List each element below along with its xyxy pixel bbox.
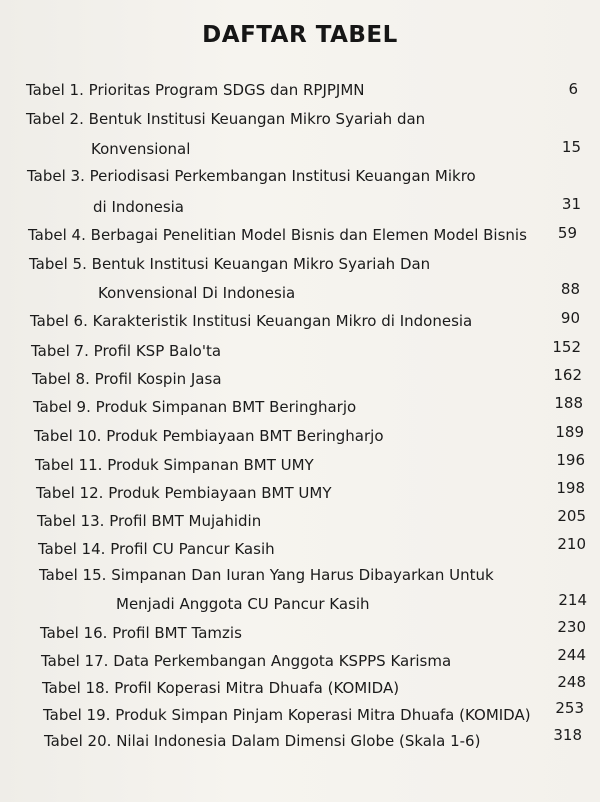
table-label: Tabel 17.	[41, 652, 109, 670]
table-title: Profil Koperasi Mitra Dhuafa (KOMIDA)	[114, 679, 400, 697]
page-number: 88	[560, 280, 580, 298]
table-title: Nilai Indonesia Dalam Dimensi Globe (Skala 1-6)	[116, 732, 481, 750]
table-label: Tabel 2.	[26, 110, 84, 128]
table-title-continuation: Konvensional Di Indonesia	[98, 284, 296, 302]
table-label: Tabel 10.	[34, 427, 102, 445]
page-number: 244	[557, 646, 586, 664]
table-title-continuation: Konvensional	[91, 140, 191, 158]
page-number: 188	[554, 394, 583, 412]
toc-entry	[36, 483, 332, 503]
toc-entry	[28, 225, 527, 245]
table-label: Tabel 5.	[29, 255, 87, 273]
table-label: Tabel 18.	[42, 679, 110, 697]
toc-entry	[40, 623, 242, 643]
table-title-continuation: Menjadi Anggota CU Pancur Kasih	[116, 595, 370, 613]
page-number: 253	[555, 699, 584, 717]
toc-entry	[29, 254, 430, 274]
table-label: Tabel 11.	[35, 456, 103, 474]
toc-entry	[43, 705, 531, 725]
page-number: 318	[553, 726, 582, 744]
page-number: 90	[560, 309, 580, 327]
page-number: 198	[556, 479, 585, 497]
table-label: Tabel 3.	[27, 167, 85, 185]
toc-entry	[26, 80, 365, 100]
page-number: 230	[557, 618, 586, 636]
page-number: 214	[558, 591, 587, 609]
toc-entry	[39, 565, 494, 585]
toc-entry	[44, 731, 480, 751]
toc-entry	[34, 426, 384, 446]
table-label: Tabel 12.	[36, 484, 104, 502]
table-label: Tabel 15.	[39, 566, 107, 584]
table-title: Produk Pembiayaan BMT UMY	[108, 484, 332, 502]
toc-entry	[33, 397, 356, 417]
toc-entry	[41, 651, 451, 671]
table-label: Tabel 19.	[43, 706, 111, 724]
page-number: 205	[557, 507, 586, 525]
table-title: Profil BMT Mujahidin	[109, 512, 262, 530]
table-title: Profil CU Pancur Kasih	[110, 540, 275, 558]
table-title: Periodisasi Perkembangan Institusi Keuangan Mikro	[89, 167, 476, 185]
table-title: Produk Pembiayaan BMT Beringharjo	[106, 427, 384, 445]
page-number: 6	[568, 80, 578, 98]
table-label: Tabel 4.	[28, 226, 86, 244]
table-title: Produk Simpanan BMT Beringharjo	[95, 398, 357, 416]
table-title: Profil BMT Tamzis	[112, 624, 242, 642]
table-label: Tabel 1.	[26, 81, 84, 99]
toc-entry	[27, 166, 476, 186]
toc-entry	[30, 311, 472, 331]
page-number: 189	[555, 423, 584, 441]
page-number: 31	[561, 195, 581, 213]
page-number: 196	[556, 451, 585, 469]
toc-entry	[31, 341, 221, 361]
table-title: Produk Simpanan BMT UMY	[107, 456, 314, 474]
table-title-continuation: di Indonesia	[93, 198, 184, 216]
table-label: Tabel 13.	[37, 512, 105, 530]
table-title: Profil Kospin Jasa	[94, 370, 222, 388]
table-label: Tabel 16.	[40, 624, 108, 642]
page-number: 152	[552, 338, 581, 356]
toc-entry	[35, 455, 314, 475]
page-number: 15	[561, 138, 581, 156]
table-title: Profil KSP Balo'ta	[93, 342, 222, 360]
toc-entry	[26, 109, 425, 129]
table-label: Tabel 14.	[38, 540, 106, 558]
toc-entry	[38, 539, 275, 559]
table-title: Berbagai Penelitian Model Bisnis dan Elemen Model Bisnis	[90, 226, 527, 244]
table-title: Bentuk Institusi Keuangan Mikro Syariah Dan	[91, 255, 431, 273]
table-title: Data Perkembangan Anggota KSPPS Karisma	[113, 652, 452, 670]
page-number: 210	[557, 535, 586, 553]
table-title: Prioritas Program SDGS dan RPJPJMN	[88, 81, 365, 99]
toc-entry	[37, 511, 261, 531]
table-label: Tabel 8.	[32, 370, 90, 388]
page-number: 59	[557, 224, 577, 242]
toc-entry	[32, 369, 222, 389]
page-number: 162	[553, 366, 582, 384]
table-title: Produk Simpan Pinjam Koperasi Mitra Dhuafa (KOMIDA)	[115, 706, 531, 724]
table-label: Tabel 7.	[31, 342, 89, 360]
table-label: Tabel 9.	[33, 398, 91, 416]
table-label: Tabel 20.	[44, 732, 112, 750]
table-title: Simpanan Dan Iuran Yang Harus Dibayarkan Untuk	[111, 566, 494, 584]
page-number: 248	[557, 673, 586, 691]
table-title: Karakteristik Institusi Keuangan Mikro di Indonesia	[92, 312, 473, 330]
table-title: Bentuk Institusi Keuangan Mikro Syariah dan	[88, 110, 426, 128]
page-title: DAFTAR TABEL	[202, 22, 398, 48]
toc-entry	[42, 678, 399, 698]
table-label: Tabel 6.	[30, 312, 88, 330]
